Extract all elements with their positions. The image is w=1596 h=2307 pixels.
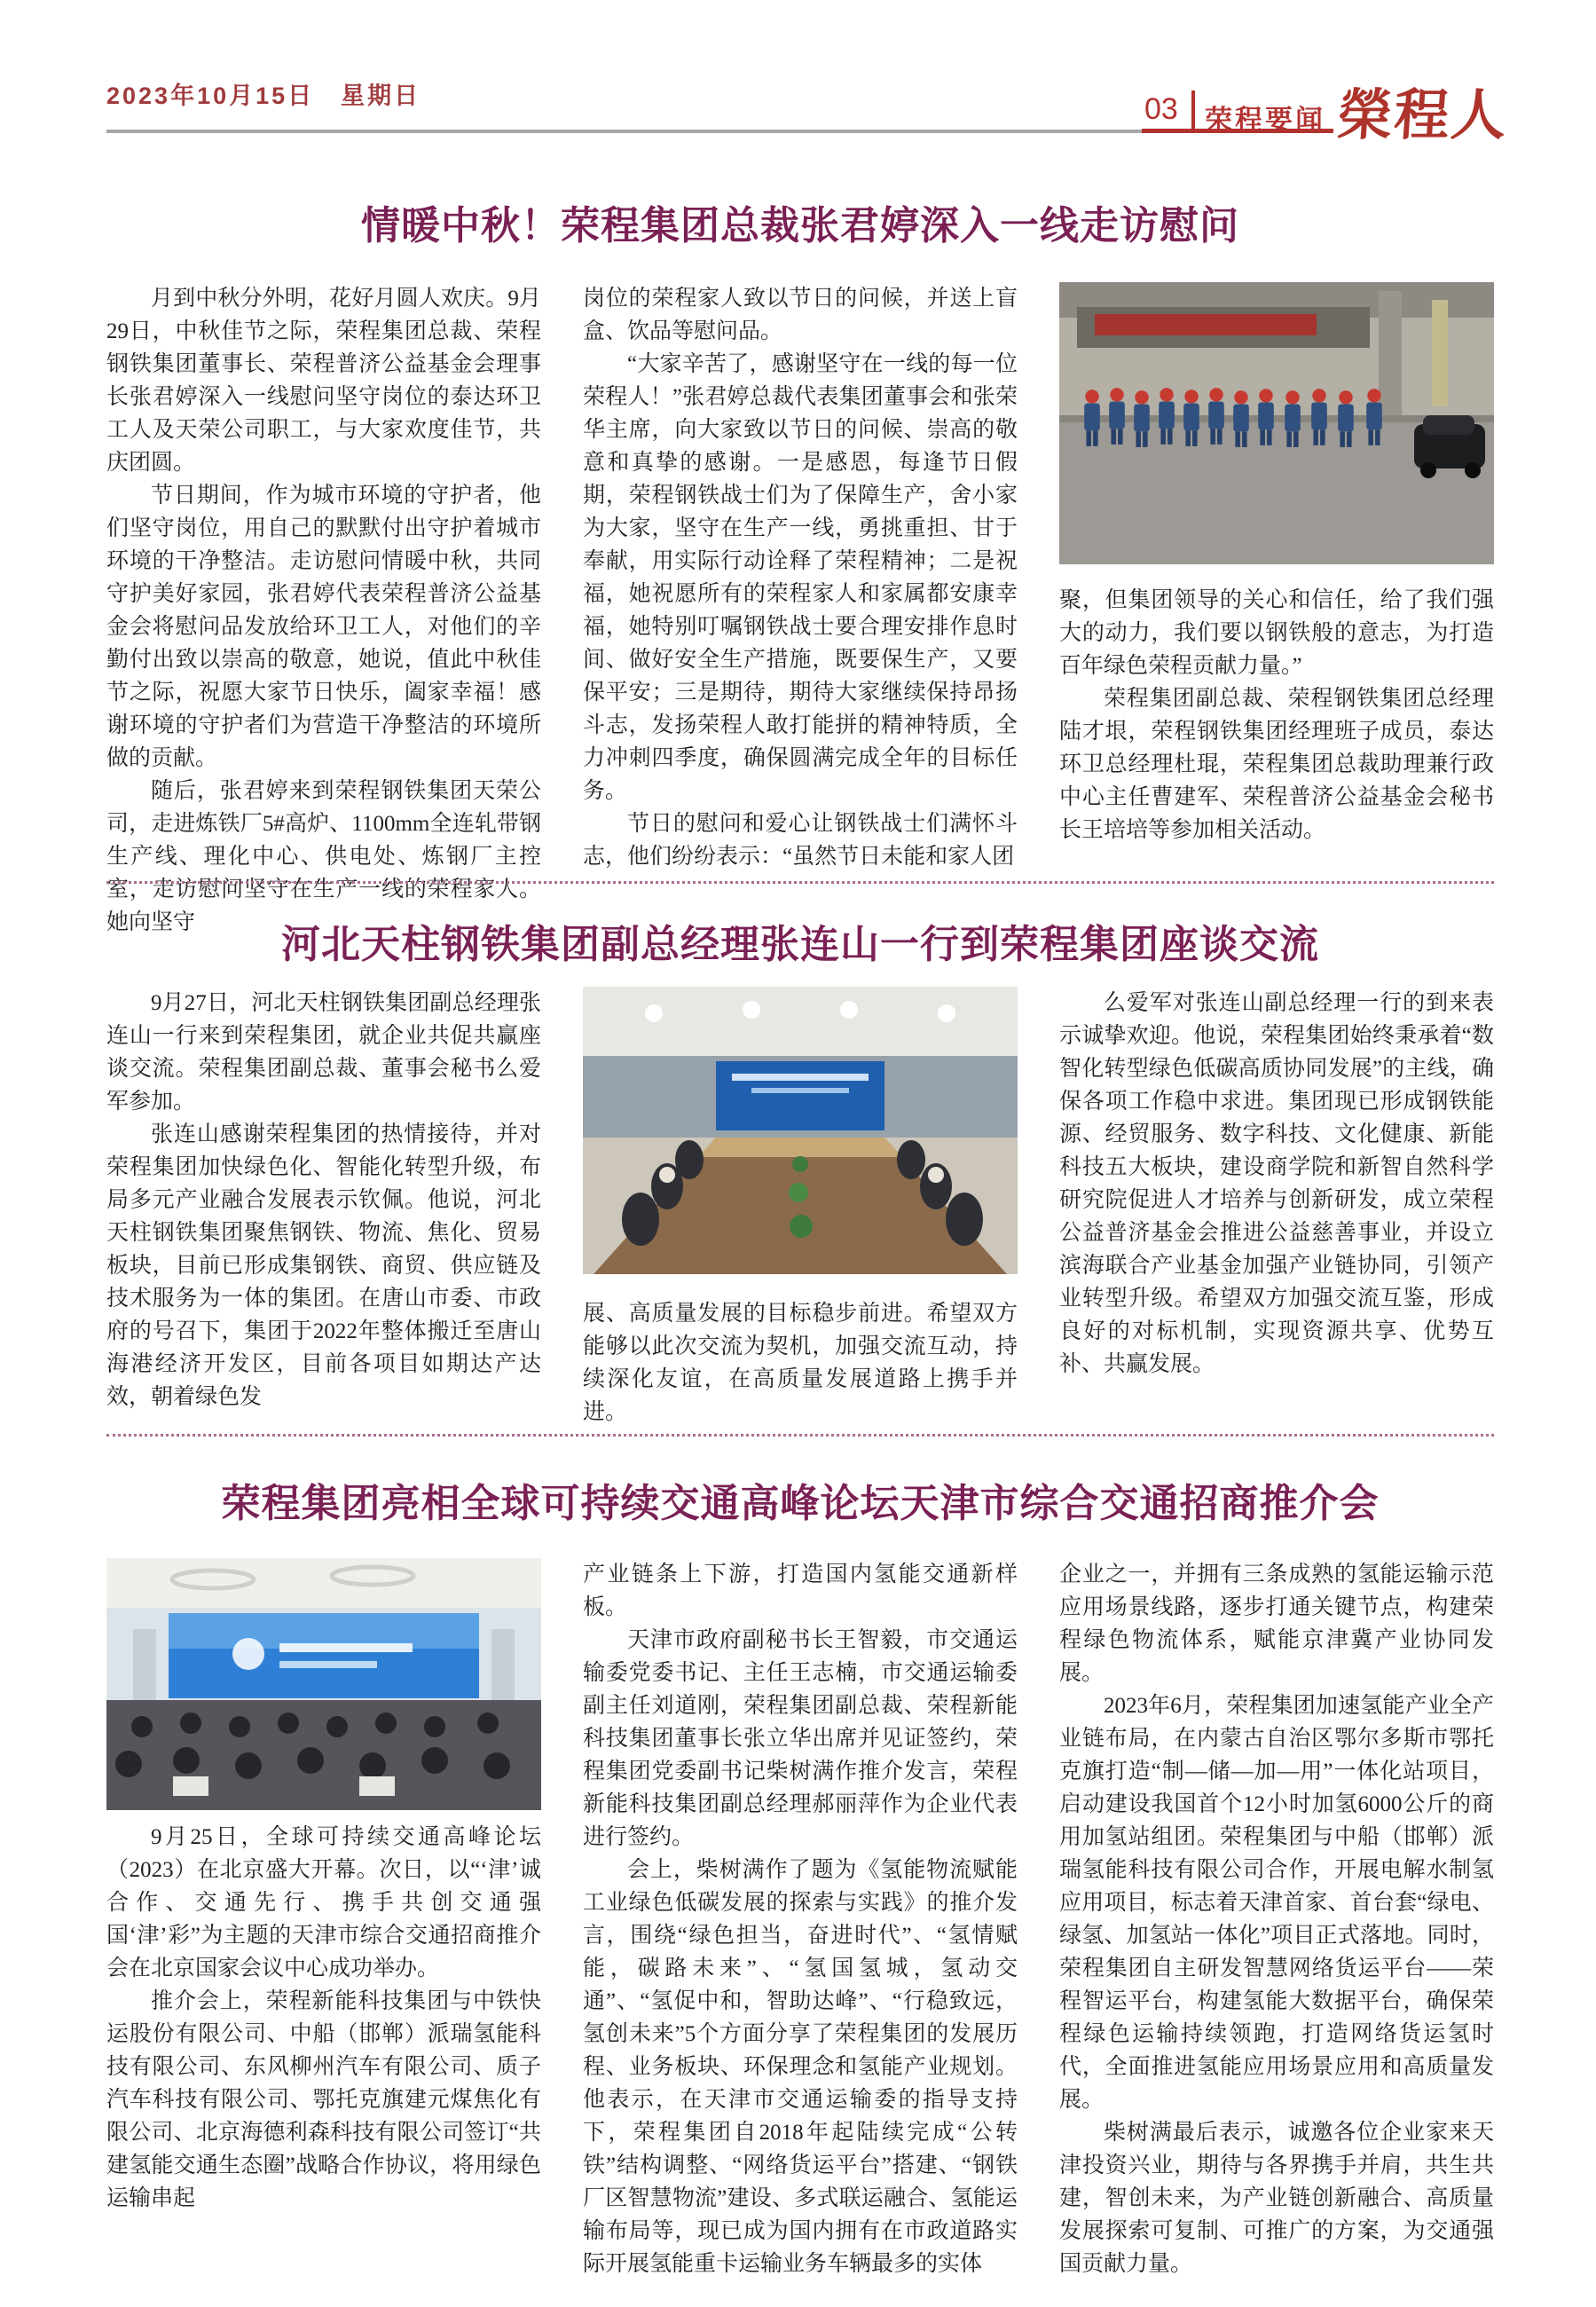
article-2-column-2 xyxy=(583,1297,1018,1429)
body-paragraph-continued: 产业链条上下游，打造国内氢能交通新样板。 xyxy=(583,1563,1018,1619)
header-rule-gray xyxy=(106,130,1142,133)
article-3-photo xyxy=(106,1558,541,1810)
issue-date: 2023年10月15日 星期日 xyxy=(106,83,421,109)
masthead-logo: 榮程人 xyxy=(1335,83,1511,147)
article-2-headline: 河北天柱钢铁集团副总经理张连山一行到荣程集团座谈交流 xyxy=(281,923,1319,966)
body-paragraph: 么爱军对张连山副总经理一行的到来表示诚挚欢迎。他说，荣程集团始终秉承着“数智化转型绿色低碳高质协同发展”的主线，确保各项工作稳中求进。集团现已形成钢铁能源、经贸服务、数字科技、文化健康、新能科技五大板块，建设商学院和新智自然科学研究院促进人才培养与创新研发，成立荣程公益普济基金会推进公益慈善事业，并设立滨海联合产业基金加强产业链协同，引领产业转型升级。希望双方加强交流互鉴，形成良好的对标机制，实现资源共享、优势互补、共赢发展。 xyxy=(1059,991,1494,1376)
article-1-column-3 xyxy=(1059,584,1494,846)
article-1-column-1 xyxy=(106,282,541,939)
article-1-column-2 xyxy=(583,282,1018,873)
body-paragraph: 柴树满最后表示，诚邀各位企业家来天津投资兴业，期待与各界携手并肩，共生共建，智创未来，为产业链创新融合、高质量发展探索可复制、可推广的方案，为交通强国贡献力量。 xyxy=(1059,2121,1494,2276)
article-2-photo xyxy=(583,987,1018,1274)
body-paragraph-continued: 岗位的荣程家人致以节日的问候，并送上盲盒、饮品等慰问品。 xyxy=(583,287,1018,343)
article-3-column-2 xyxy=(583,1558,1018,2280)
article-3-column-3 xyxy=(1059,1558,1494,2280)
body-paragraph: 会上，柴树满作了题为《氢能物流赋能工业绿色低碳发展的探索与实践》的推介发言，围绕“绿色担当，奋进时代”、“氢情赋能，碳路未来”、“氢国氢城，氢动交通”、“氢促中和，智助达峰”、“行稳致远，氢创未来”5个方面分享了荣程集团的发展历程、业务板块、环保理念和氢能产业规划。他表示，在天津市交通运输委的指导支持下，荣程集团自2018年起陆续完成“公转铁”结构调整、“网络货运平台”搭建、“钢铁厂区智慧物流”建设、多式联运融合、氢能运输布局等，现已成为国内拥有在市政道路实际开展氢能重卡运输业务车辆最多的实体 xyxy=(583,1858,1018,2276)
body-paragraph: 推介会上，荣程新能科技集团与中铁快运股份有限公司、中船（邯郸）派瑞氢能科技有限公司、东风柳州汽车有限公司、质子汽车科技有限公司、鄂托克旗建元煤焦化有限公司、北京海德利森科技有限公司签订“共建氢能交通生态圈”战略合作协议，将用绿色运输串起 xyxy=(106,1989,541,2210)
section-title: 荣程要闻 xyxy=(1205,105,1325,136)
article-2-column-1 xyxy=(106,987,541,1413)
body-paragraph: 2023年6月，荣程集团加速氢能产业全产业链布局，在内蒙古自治区鄂尔多斯市鄂托克旗打造“制—储—加—用”一体化站项目，启动建设我国首个12小时加氢6000公斤的商用加氢站组团。荣程集团与中船（邯郸）派瑞氢能科技有限公司合作，开展电解水制氢应用项目，标志着天津首家、首台套“绿电、绿氢、加氢站一体化”项目正式落地。同时，荣程集团自主研发智慧网络货运平台——荣程智运平台，构建氢能大数据平台，确保荣程绿色运输持续领跑，打造网络货运氢时代，全面推进氢能应用场景应用和高质量发展。 xyxy=(1059,1694,1494,2112)
article-2-column-3 xyxy=(1059,987,1494,1381)
body-paragraph-continued: 聚，但集团领导的关心和信任，给了我们强大的动力，我们要以钢铁般的意志，为打造百年绿色荣程贡献力量。” xyxy=(1059,588,1494,678)
body-paragraph-continued: 展、高质量发展的目标稳步前进。希望双方能够以此次交流为契机，加强交流互动，持续深化友谊，在高质量发展道路上携手并进。 xyxy=(583,1302,1018,1424)
body-paragraph: “大家辛苦了，感谢坚守在一线的每一位荣程人！”张君婷总裁代表集团董事会和张荣华主席，向大家致以节日的问候、崇高的敬意和真挚的感谢。一是感恩，每逢节日假期，荣程钢铁战士们为了保障生产，舍小家为大家，坚守在生产一线，勇挑重担、甘于奉献，用实际行动诠释了荣程精神；二是祝福，她祝愿所有的荣程家人和家属都安康幸福，她特别叮嘱钢铁战士要合理安排作息时间、做好安全生产措施，既要保生产，又要保平安；三是期待，期待大家继续保持昂扬斗志，发扬荣程人敢打能拼的精神特质，全力冲刺四季度，确保圆满完成全年的目标任务。 xyxy=(583,352,1018,803)
header-divider-bar xyxy=(1191,91,1195,131)
article-divider-1 xyxy=(106,881,1494,884)
body-paragraph-continued: 企业之一，并拥有三条成熟的氢能运输示范应用场景线路，逐步打通关键节点，构建荣程绿色物流体系，赋能京津冀产业协同发展。 xyxy=(1059,1563,1494,1685)
body-paragraph: 9月27日，河北天柱钢铁集团副总经理张连山一行来到荣程集团，就企业共促共赢座谈交流。荣程集团副总裁、董事会秘书么爱军参加。 xyxy=(106,991,541,1114)
page-number: 03 xyxy=(1144,92,1178,126)
body-paragraph: 天津市政府副秘书长王智毅，市交通运输委党委书记、主任王志楠，市交通运输委副主任刘道刚，荣程集团副总裁、荣程新能科技集团董事长张立华出席并见证签约，荣程集团党委副书记柴树满作推介发言，荣程新能科技集团副总经理郝丽萍作为企业代表进行签约。 xyxy=(583,1628,1018,1849)
article-1-photo xyxy=(1059,282,1494,564)
body-paragraph: 荣程集团副总裁、荣程钢铁集团总经理陆才垠，荣程钢铁集团经理班子成员，泰达环卫总经理杜琨，荣程集团总裁助理兼行政中心主任曹建军、荣程普济公益基金会秘书长王培培等参加相关活动。 xyxy=(1059,687,1494,842)
article-1-headline: 情暖中秋！荣程集团总裁张君婷深入一线走访慰问 xyxy=(361,204,1239,248)
article-divider-2 xyxy=(106,1434,1494,1437)
body-paragraph: 张连山感谢荣程集团的热情接待，并对荣程集团加快绿色化、智能化转型升级，布局多元产业融合发展表示钦佩。他说，河北天柱钢铁集团聚焦钢铁、物流、焦化、贸易板块，目前已形成集钢铁、商贸、供应链及技术服务为一体的集团。在唐山市委、市政府的号召下，集团于2022年整体搬迁至唐山海港经济开发区，目前各项目如期达产达效，朝着绿色发 xyxy=(106,1122,541,1409)
article-3-headline: 荣程集团亮相全球可持续交通高峰论坛天津市综合交通招商推介会 xyxy=(221,1482,1380,1525)
body-paragraph: 节日期间，作为城市环境的守护者，他们坚守岗位，用自己的默默付出守护着城市环境的干净整洁。走访慰问情暖中秋，共同守护美好家园，张君婷代表荣程普济公益基金会将慰问品发放给环卫工人，对他们的辛勤付出致以崇高的敬意，她说，值此中秋佳节之际，祝愿大家节日快乐，阖家幸福！感谢环境的守护者们为营造干净整洁的环境所做的贡献。 xyxy=(106,484,541,770)
body-paragraph: 月到中秋分外明，花好月圆人欢庆。9月29日，中秋佳节之际，荣程集团总裁、荣程钢铁集团董事长、荣程普济公益基金会理事长张君婷深入一线慰问坚守岗位的泰达环卫工人及天荣公司职工，与大家欢度佳节，共庆团圆。 xyxy=(106,287,541,475)
body-paragraph: 随后，张君婷来到荣程钢铁集团天荣公司，走进炼铁厂5#高炉、1100mm全连轧带钢生产线、理化中心、供电处、炼钢厂主控室，走访慰问坚守在生产一线的荣程家人。她向坚守 xyxy=(106,779,541,934)
article-3-column-1 xyxy=(106,1821,541,2215)
body-paragraph: 节日的慰问和爱心让钢铁战士们满怀斗志，他们纷纷表示：“虽然节日未能和家人团 xyxy=(583,812,1018,869)
body-paragraph: 9月25日，全球可持续交通高峰论坛（2023）在北京盛大开幕。次日，以“‘津’诚合作、交通先行、携手共创交通强国‘津’彩”为主题的天津市综合交通招商推介会在北京国家会议中心成功举办。 xyxy=(106,1825,541,1980)
